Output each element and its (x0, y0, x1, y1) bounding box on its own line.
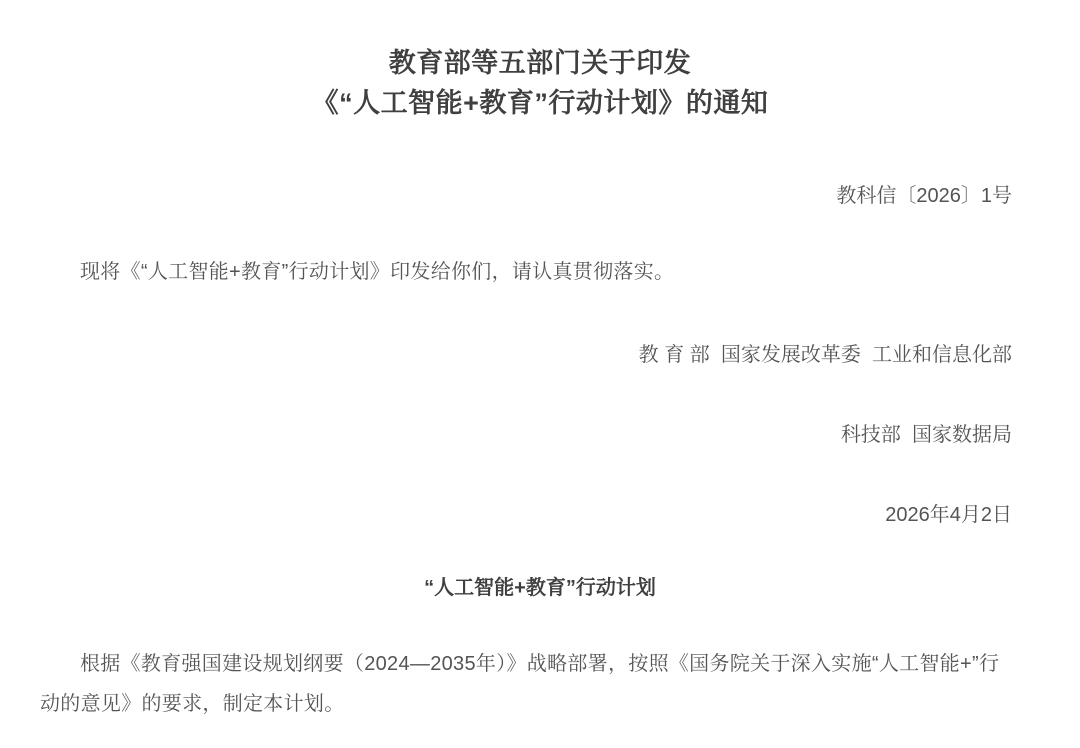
document-page (0, 43, 1080, 748)
doc-number: 教科信〔2026〕1号 (836, 185, 1012, 207)
plan-intro-paragraph: 根据《教育强国建设规划纲要（2024—2035年）》战略部署，按照《国务院关于深入实施“人工智能+”行动的意见》的要求，制定本计划。 (40, 653, 1000, 715)
notice-title (40, 43, 1040, 123)
plan-title: “人工智能+教育”行动计划 (424, 577, 656, 599)
signature-departments-line-2: 科技部 国家数据局 (840, 424, 1012, 446)
notice-title-line-2: 《“人工智能+教育”行动计划》的通知 (311, 88, 769, 118)
transmittal-paragraph: 现将《“人工智能+教育”行动计划》印发给你们，请认真贯彻落实。 (80, 261, 675, 283)
notice-title-line-1: 教育部等五部门关于印发 (388, 48, 692, 78)
signature-date: 2026年4月2日 (885, 504, 1012, 526)
signature-departments-line-1: 教 育 部 国家发展改革委 工业和信息化部 (638, 344, 1012, 366)
